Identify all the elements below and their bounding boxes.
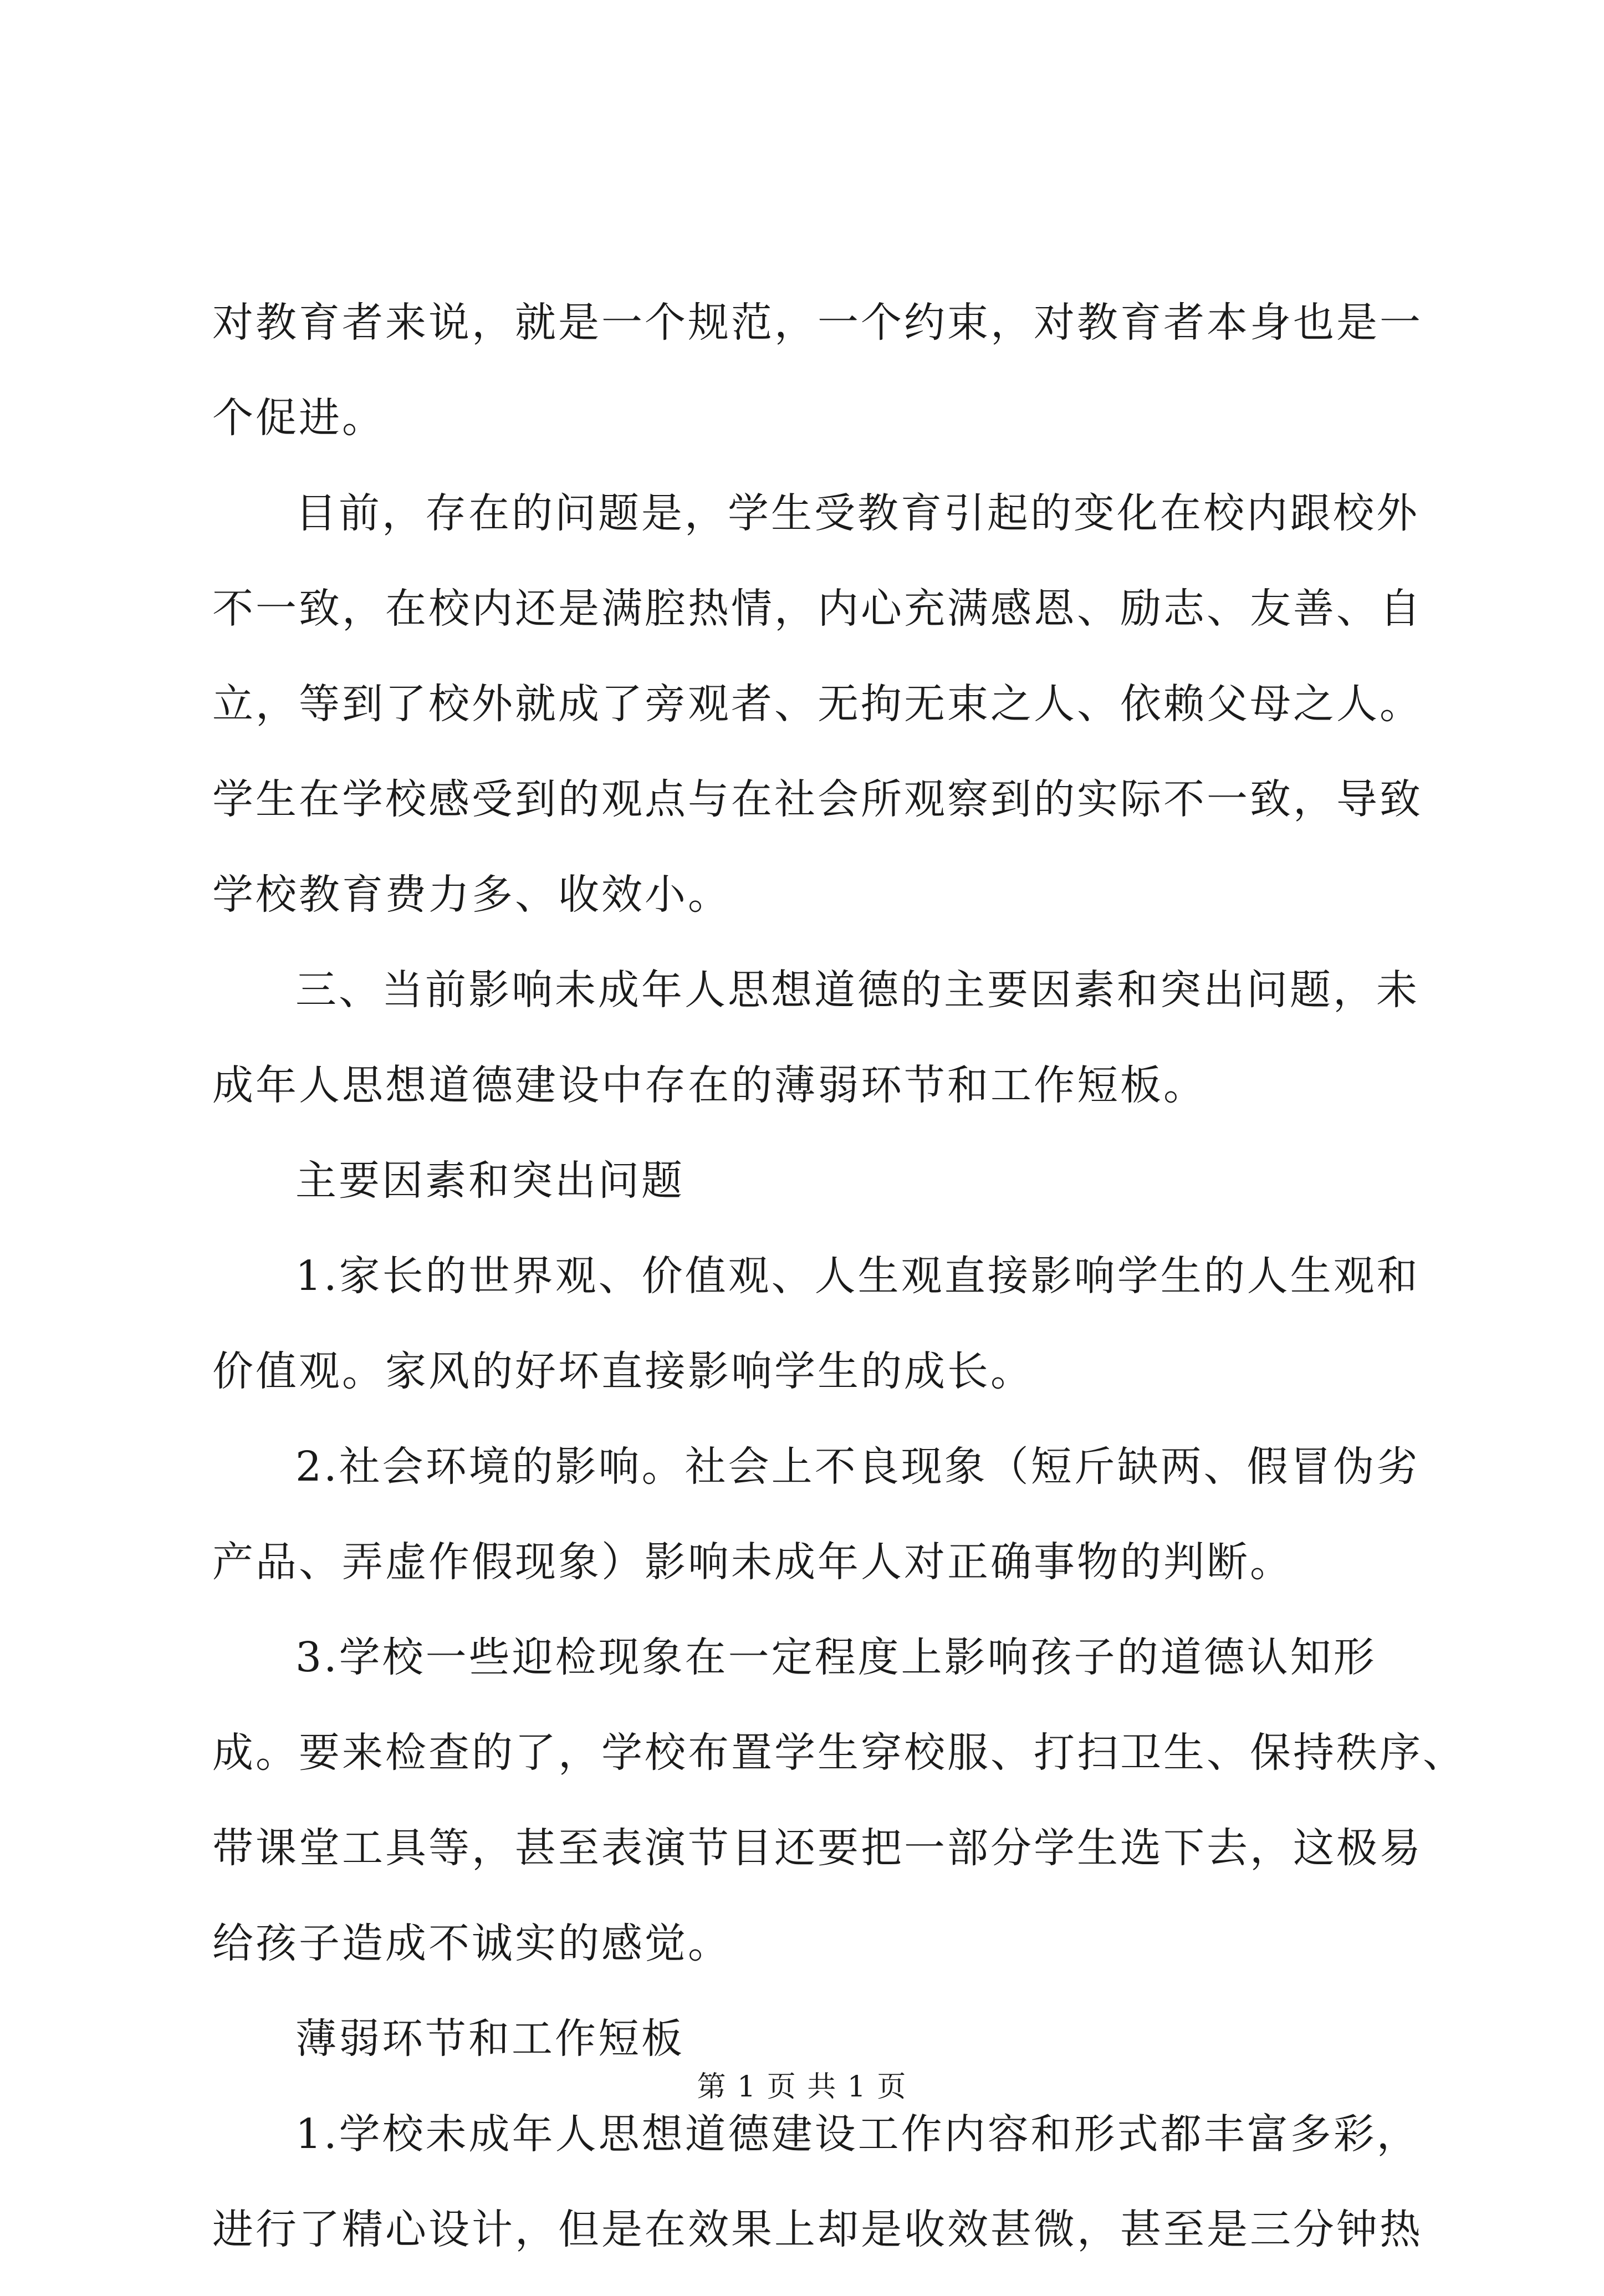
subheading: 主要因素和突出问题 (295, 1157, 684, 1205)
subheading: 薄弱环节和工作短板 (295, 2015, 684, 2063)
text-line: 价值观。家风的好坏直接影响学生的成长。 (212, 1348, 1034, 1395)
text-line: 进行了精心设计，但是在效果上却是收效甚微，甚至是三分钟热 (212, 2206, 1423, 2253)
document-body (212, 294, 1466, 2296)
list-item: 3.学校一些迎检现象在一定程度上影响孩子的道德认知形 (295, 1634, 1377, 1681)
text-line: 学校教育费力多、收效小。 (212, 871, 731, 919)
text-line: 带课堂工具等，甚至表演节目还要把一部分学生选下去，这极易 (212, 1824, 1423, 1872)
text-line: 立，等到了校外就成了旁观者、无拘无束之人、依赖父母之人。 (212, 680, 1423, 728)
page-number: 第 1 页 共 1 页 (697, 2070, 907, 2104)
list-item: 1.学校未成年人思想道德建设工作内容和形式都丰富多彩， (295, 2110, 1420, 2158)
text-line: 产品、弄虚作假现象）影响未成年人对正确事物的判断。 (212, 1538, 1293, 1586)
list-item: 2.社会环境的影响。社会上不良现象（短斤缺两、假冒伪劣 (295, 1443, 1420, 1491)
text-line: 不一致，在校内还是满腔热情，内心充满感恩、励志、友善、自 (212, 585, 1423, 632)
text-line: 成。要来检查的了，学校布置学生穿校服、打扫卫生、保持秩序、 (212, 1729, 1466, 1777)
list-item: 1.家长的世界观、价值观、人生观直接影响学生的人生观和 (295, 1252, 1420, 1300)
section-heading: 成年人思想道德建设中存在的薄弱环节和工作短板。 (212, 1062, 1207, 1109)
text-line: 目前，存在的问题是，学生受教育引起的变化在校内跟校外 (295, 489, 1419, 537)
section-heading: 三、当前影响未成年人思想道德的主要因素和突出问题，未 (295, 966, 1419, 1014)
text-line: 学生在学校感受到的观点与在社会所观察到的实际不一致，导致 (212, 775, 1423, 823)
text-line: 给孩子造成不诚实的感觉。 (212, 1920, 731, 1967)
text-line: 个促进。 (212, 394, 385, 442)
text-line: 对教育者来说，就是一个规范，一个约束，对教育者本身也是一 (212, 299, 1423, 346)
